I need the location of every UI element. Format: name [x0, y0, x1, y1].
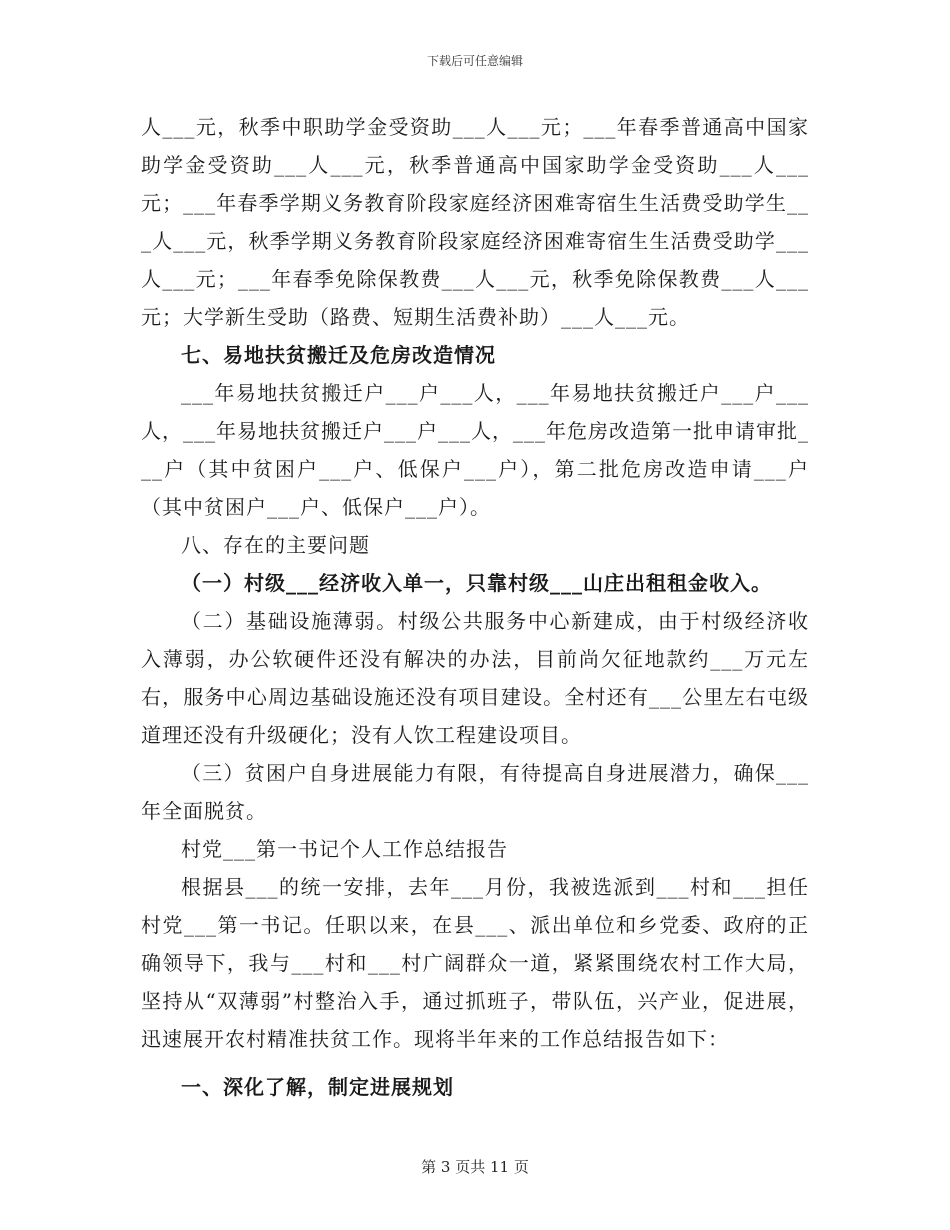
section-heading-relocation: 七、易地扶贫搬迁及危房改造情况 — [181, 343, 496, 367]
paragraph-problem-3: （三）贫困户自身进展能力有限，有待提高自身进展潜力，确保___年全面脱贫。 — [141, 761, 809, 823]
report-title: 村党___第一书记个人工作总结报告 — [181, 837, 508, 861]
page-header: 下载后可任意编辑 — [426, 54, 523, 68]
page-footer: 第 3 页共 11 页 — [421, 1158, 529, 1176]
document-body — [141, 108, 809, 1106]
section-heading-planning: 一、深化了解，制定进展规划 — [181, 1075, 454, 1099]
paragraph-problem-1: （一）村级___经济收入单一，只靠村级___山庄出租租金收入。 — [181, 571, 772, 595]
section-heading-problems: 八、存在的主要问题 — [181, 533, 370, 557]
paragraph-subsidy-details: 人___元，秋季中职助学金受资助___人___元；___年春季普通高中国家助学金受资助___人___元，秋季普通高中国家助学金受资助___人___元；___年春季学期义务教育阶段家庭经济困难寄宿生生活费受助学生___人___元，秋季学期义务教育阶段家庭经济困难寄宿生生活费受助学___人___元；___年春季免除保教费___人___元，秋季免除保教费___人___元；大学新生受助（路费、短期生活费补助）___人___元。 — [141, 115, 809, 329]
paragraph-report-intro: 根据县___的统一安排，去年___月份，我被选派到___村和___担任村党___第一书记。任职以来，在县___、派出单位和乡党委、政府的正确领导下，我与___村和___村广阔群众一道，紧紧围绕农村工作大局，坚持从“双薄弱”村整治入手，通过抓班子，带队伍，兴产业，促进展，迅速展开农村精准扶贫工作。现将半年来的工作总结报告如下： — [141, 875, 809, 1051]
paragraph-problem-2: （二）基础设施薄弱。村级公共服务中心新建成，由于村级经济收入薄弱，办公软硬件还没有解决的办法，目前尚欠征地款约___万元左右，服务中心周边基础设施还没有项目建设。全村还有___公里左右屯级道理还没有升级硬化；没有人饮工程建设项目。 — [141, 609, 809, 747]
paragraph-relocation: ___年易地扶贫搬迁户___户___人，___年易地扶贫搬迁户___户___人，___年易地扶贫搬迁户___户___人，___年危房改造第一批申请审批___户（其中贫困户___户、低保户___户），第二批危房改造申请___户（其中贫困户___户、低保户___户）。 — [141, 381, 809, 519]
